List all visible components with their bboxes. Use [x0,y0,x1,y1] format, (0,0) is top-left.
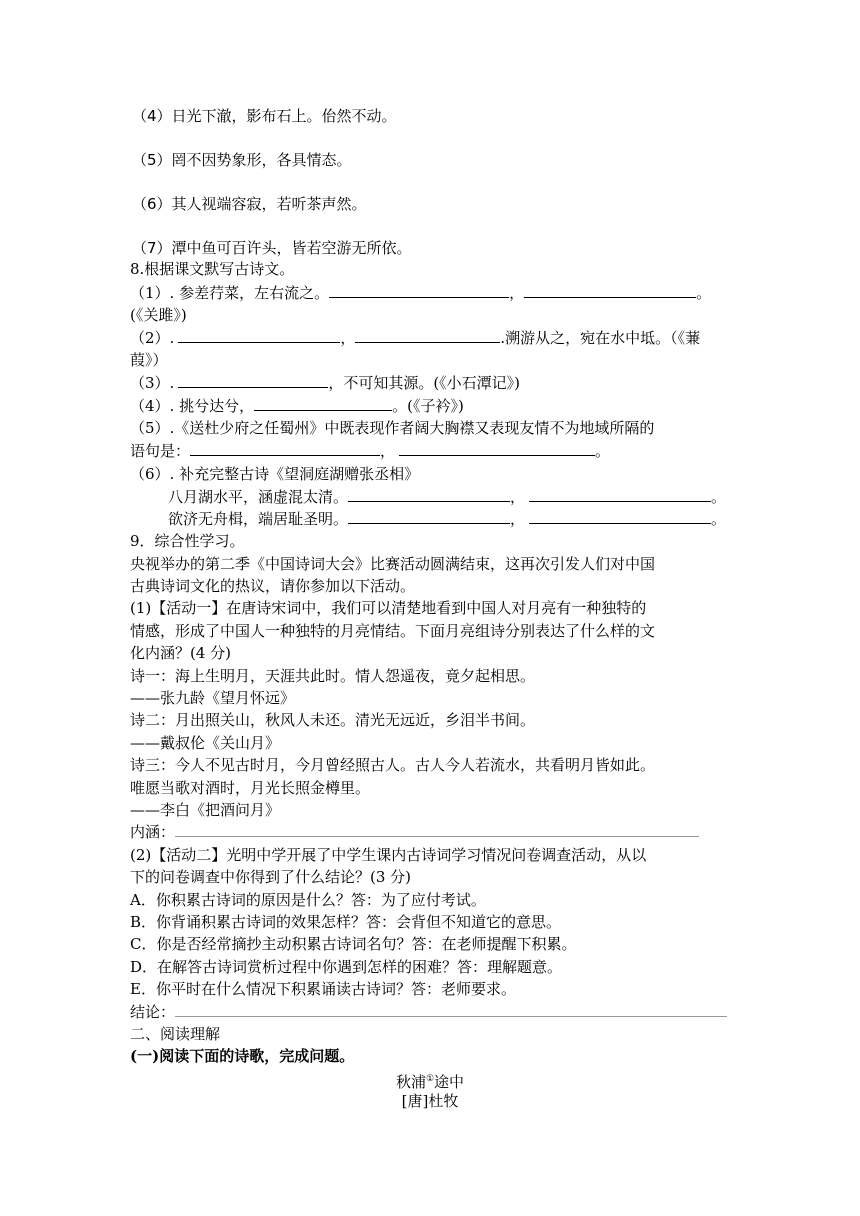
q7-sentence-5: （5）罔不因势象形，各具情态。 [132,151,352,169]
comma: ， [510,510,526,528]
survey-option-a: A．你积累古诗词的原因是什么？答：为了应付考试。 [130,891,486,909]
q8-heading: 8.根据课文默写古诗文。 [130,260,295,278]
poem-1-source: ——张九龄《望月怀远》 [130,689,296,707]
survey-option-b: B．你背诵积累古诗词的效果怎样？答：会背但不知道它的意思。 [130,913,562,931]
survey-option-c: C．你是否经常摘抄主动积累古诗词名句？答：在老师提醒下积累。 [130,935,577,953]
answer-blank[interactable] [529,509,711,524]
q8-item-4-source: 。(《子衿》) [392,397,464,415]
meaning-answer-row [130,822,699,842]
meaning-answer-line[interactable] [175,824,699,837]
conclusion-answer-line[interactable] [175,1004,727,1017]
q8-item-6-heading: （6）. 补充完整古诗《望洞庭湖赠张丞相》 [130,465,420,483]
poem-title-part-2: 途中 [434,1073,465,1091]
answer-blank[interactable] [355,328,500,343]
answer-blank[interactable] [399,441,595,456]
survey-option-e: E．你平时在什么情况下积累诵读古诗词？答：老师要求。 [130,980,516,998]
poem-title-part-1: 秋浦 [395,1073,426,1091]
poem-3-source: ——李白《把酒问月》 [130,801,281,819]
q8-item-1 [130,283,711,303]
q8-item-4-text: （4）. 挑兮达兮， [130,397,255,415]
q8-item-5-label: 语句是： [130,442,191,460]
period: 。 [595,442,611,460]
period: 。 [711,488,727,506]
period: 。 [696,284,712,302]
q8-item-1-text: （1）. 参差荇菜，左右流之。 [130,284,330,302]
survey-option-d: D．在解答古诗词赏析过程中你遇到怎样的困难？答：理解题意。 [130,958,563,976]
comma: ， [340,329,356,347]
poem-author: [唐]杜牧 [401,1092,459,1110]
comma: ， [510,488,526,506]
q8-item-5-line-1: （5）.《送杜少府之任蜀州》中既表现作者阔大胸襟又表现友情不为地域所隔的 [130,419,655,437]
answer-blank[interactable] [254,396,392,411]
q8-item-6-line-1 [168,487,726,507]
poem-2: 诗二：月出照关山，秋风人未还。清光无远近，乡泪半书间。 [130,711,536,729]
poem-line: 八月湖水平，涵虚混太清。 [168,488,349,506]
comma: ， [380,442,396,460]
poem-title [0,1069,860,1092]
section-2-heading: 二、阅读理解 [130,1025,221,1043]
meaning-label: 内涵： [130,823,176,841]
poem-3-line-1: 诗三：今人不见古时月，今月曾经照古人。古人今人若流水，共看明月皆如此。 [130,756,656,774]
activity-2-line-1: (2)【活动二】光明中学开展了中学生课内古诗词学习情况问卷调查活动，从以 [130,846,647,864]
activity-2-line-2: 下的问卷调查中你得到了什么结论？(3 分) [130,868,412,886]
poem-2-source: ——戴叔伦《关山月》 [130,734,281,752]
q8-item-3-number: （3）. [130,374,175,392]
q8-item-3 [130,373,520,393]
comma: ， [509,284,525,302]
poem-3-line-2: 唯愿当歌对酒时，月光长照金樽里。 [130,779,371,797]
answer-blank[interactable] [329,283,509,298]
activity-1-line-3: 化内涵？(4 分) [130,644,232,662]
q8-item-2 [130,328,700,348]
q9-intro-1: 央视举办的第二季《中国诗词大会》比赛活动圆满结束，这再次引发人们对中国 [130,555,656,573]
answer-blank[interactable] [178,328,340,343]
q7-sentence-7: （7）潭中鱼可百许头，皆若空游无所依。 [132,239,412,257]
q7-sentence-4: （4）日光下澈，影布石上。佁然不动。 [132,107,397,125]
conclusion-label: 结论： [130,1003,176,1021]
q8-item-2-source: 葭》） [130,351,168,369]
answer-blank[interactable] [524,283,696,298]
q8-item-5-line-2 [130,441,610,461]
section-2-subheading: (一)阅读下面的诗歌，完成问题。 [130,1047,355,1065]
answer-blank[interactable] [348,509,510,524]
conclusion-answer-row [130,1002,727,1022]
activity-1-line-2: 情感，形成了中国人一种独特的月亮情结。下面月亮组诗分别表达了什么样的文 [130,622,656,640]
q8-item-3-text: ，不可知其源。(《小石潭记》) [328,374,521,392]
q8-item-2-number: （2）. [130,329,175,347]
q7-sentence-6: （6）其人视端容寂，若听茶声然。 [132,195,367,213]
q8-item-2-text: .溯游从之，宛在水中坻。（《蒹 [500,329,701,347]
answer-blank[interactable] [190,441,380,456]
answer-blank[interactable] [348,487,510,502]
q8-item-4 [130,396,464,416]
answer-blank[interactable] [529,487,711,502]
poem-line: 欲济无舟楫，端居耻圣明。 [168,510,349,528]
footnote-marker: ① [425,1074,435,1084]
q9-intro-2: 古典诗词文化的热议，请你参加以下活动。 [130,577,416,595]
activity-1-line-1: (1)【活动一】在唐诗宋词中，我们可以清楚地看到中国人对月亮有一种独特的 [130,599,647,617]
answer-blank[interactable] [178,373,328,388]
q8-item-1-source: (《关雎》) [130,306,187,324]
q9-heading: 9．综合性学习。 [130,532,245,550]
poem-1: 诗一：海上生明月，天涯共此时。情人怨遥夜，竟夕起相思。 [130,667,536,685]
period: 。 [711,510,727,528]
q8-item-6-line-2 [168,509,726,529]
